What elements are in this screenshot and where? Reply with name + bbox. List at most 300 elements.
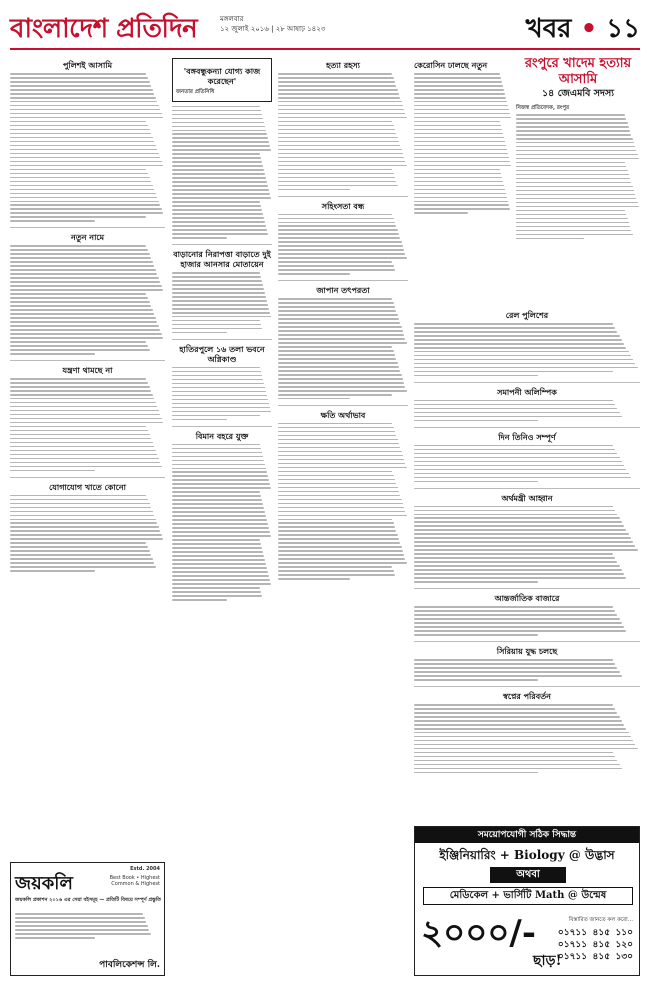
text-line (172, 535, 271, 537)
text-line (278, 435, 396, 437)
text-line (414, 622, 622, 624)
text-line (172, 201, 260, 203)
text-line (172, 391, 266, 393)
text-line (414, 477, 631, 479)
text-line (278, 455, 403, 457)
text-line (172, 448, 261, 450)
text-line (278, 302, 394, 304)
text-line (172, 452, 262, 454)
text-line (15, 937, 95, 939)
text-line (414, 764, 620, 766)
text-line (278, 310, 396, 312)
text-line (278, 85, 396, 87)
text-line (278, 499, 402, 501)
text-line (172, 304, 268, 306)
text-line (414, 569, 622, 571)
text-line (10, 257, 151, 259)
section-dot-icon: • (580, 14, 598, 44)
text-line (278, 427, 394, 429)
text-line (10, 161, 162, 163)
divider (278, 196, 408, 197)
headline-col1-4[interactable]: যোগাযোগ খাতে কোনো (49, 481, 126, 492)
text-line (10, 220, 95, 222)
headline-col2-3[interactable]: হাতিরপুলে ১৬ তলা ভবনে অগ্নিকাণ্ড (179, 343, 265, 364)
headline-col3-1[interactable]: হত্যা রহস্য (326, 60, 360, 70)
text-line (172, 515, 266, 517)
ad-phone-3[interactable]: ০১৭১১ ৪১৫ ১৩০ (557, 952, 633, 962)
text-line (172, 126, 265, 128)
text-line (278, 314, 398, 316)
text-line (516, 158, 639, 160)
text-line (172, 110, 261, 112)
text-line (10, 526, 159, 528)
text-line (172, 320, 260, 322)
text-line (516, 130, 630, 132)
ad-joykoli[interactable] (10, 862, 165, 976)
text-line (414, 93, 505, 95)
text-line (516, 226, 630, 228)
text-line (172, 324, 261, 326)
text-line (278, 153, 403, 155)
text-line (278, 185, 398, 187)
text-line (172, 118, 263, 120)
text-line (172, 375, 262, 377)
text-line (172, 411, 271, 413)
text-line (278, 322, 400, 324)
article-body-col4-small (414, 73, 512, 216)
text-line (172, 280, 262, 282)
text-line (172, 122, 264, 124)
text-line (10, 566, 156, 568)
text-line (10, 386, 150, 388)
text-line (414, 529, 626, 531)
text-line (414, 671, 620, 673)
text-line (172, 300, 267, 302)
text-line (10, 208, 162, 210)
text-line (516, 202, 638, 204)
text-line (414, 565, 620, 567)
text-line (172, 456, 263, 458)
text-line (278, 542, 400, 544)
text-line (516, 206, 639, 208)
text-line (278, 145, 400, 147)
newspaper-logo[interactable]: বাংলাদেশ প্রতিদিন (10, 14, 198, 44)
text-line (414, 339, 622, 341)
text-line (414, 343, 624, 345)
text-line (278, 451, 402, 453)
text-line (414, 177, 502, 179)
text-line (10, 269, 156, 271)
text-line (278, 467, 407, 469)
text-line (278, 265, 394, 267)
text-line (10, 321, 157, 323)
text-line (414, 81, 502, 83)
text-line (414, 732, 629, 734)
text-line (172, 551, 263, 553)
text-line (278, 354, 395, 356)
text-line (414, 521, 622, 523)
headline-col2-4[interactable]: বিমান বহরে যুক্ত (195, 430, 249, 441)
text-line (414, 149, 507, 151)
text-line (172, 407, 270, 409)
text-line (414, 581, 538, 583)
text-line (414, 416, 622, 418)
headline-col3-2[interactable]: সহিংসতা বন্ধ (321, 200, 365, 211)
text-line (172, 225, 266, 227)
text-line (414, 679, 538, 681)
text-line (10, 85, 151, 87)
text-line (278, 526, 395, 528)
text-line (414, 634, 538, 636)
text-line (10, 450, 156, 452)
text-line (172, 106, 260, 108)
headline-col4-2[interactable]: রেল পুলিশের (505, 310, 549, 320)
text-line (278, 269, 395, 271)
text-line (278, 362, 398, 364)
headline-col1-2[interactable]: নতুন নামে (70, 232, 105, 243)
text-line (10, 329, 160, 331)
text-line (278, 443, 399, 445)
text-line (414, 667, 617, 669)
page-number: ১১ (606, 14, 640, 44)
text-line (516, 146, 635, 148)
text-line (516, 234, 633, 236)
article-body-col1-1 (10, 73, 165, 224)
article-body-col2-2 (172, 272, 272, 336)
article-body-col3-1 (278, 73, 408, 193)
text-line (414, 420, 538, 422)
headline-col2-1[interactable]: 'বঙ্গবন্ধুকন্যা যোগ্য কাজ করেছেন' (183, 66, 261, 86)
text-line (278, 382, 404, 384)
text-line (414, 577, 626, 579)
byline-col2-1: জনতার প্রতিনিধি (176, 89, 215, 95)
text-line (414, 169, 500, 171)
text-line (278, 546, 402, 548)
text-line (278, 257, 407, 259)
divider (278, 280, 408, 281)
article-body-col4-4 (414, 445, 640, 485)
text-line (278, 93, 399, 95)
text-line (414, 772, 538, 774)
text-line (10, 530, 160, 532)
text-line (414, 457, 620, 459)
ad-offer-1: ইঞ্জিনিয়ারিং + Biology @ উদ্ভাস (439, 848, 615, 862)
ad-offer-2: মেডিকেল + ভার্সিটি Math @ উন্মেষ (423, 887, 633, 905)
text-line (10, 189, 154, 191)
text-line (172, 471, 267, 473)
text-line (278, 342, 407, 344)
text-line (10, 153, 159, 155)
text-line (414, 412, 620, 414)
text-line (278, 346, 392, 348)
text-line (172, 483, 270, 485)
text-line (414, 510, 615, 512)
text-line (278, 109, 404, 111)
text-line (278, 157, 404, 159)
text-line (516, 182, 631, 184)
text-line (10, 522, 157, 524)
text-line (10, 297, 148, 299)
text-line (10, 141, 154, 143)
text-line (172, 189, 269, 191)
text-line (172, 332, 227, 334)
text-line (10, 430, 148, 432)
text-line (10, 538, 163, 540)
text-line (10, 534, 162, 536)
text-line (278, 390, 407, 392)
text-line (10, 137, 153, 139)
headline-col2-2[interactable]: বাড়ানোর নিরাপত্তা বাড়াতে দুই হাজার আনসার মোতায়েন (173, 249, 271, 270)
text-line (278, 225, 396, 227)
text-line (172, 531, 270, 533)
text-line (10, 507, 151, 509)
text-line (278, 463, 405, 465)
text-line (278, 439, 398, 441)
text-line (10, 394, 153, 396)
text-line (278, 562, 407, 564)
text-line (10, 337, 163, 339)
text-line (172, 149, 271, 151)
text-line (516, 190, 634, 192)
text-line (172, 367, 260, 369)
text-line (278, 214, 392, 216)
text-line (172, 296, 266, 298)
text-line (10, 349, 150, 351)
text-line (172, 539, 260, 541)
text-line (278, 149, 402, 151)
text-line (414, 201, 508, 203)
text-line (516, 134, 631, 136)
text-line (10, 550, 150, 552)
text-line (172, 460, 264, 462)
text-line (414, 117, 511, 119)
text-line (278, 574, 395, 576)
text-line (414, 541, 633, 543)
text-line (172, 221, 265, 223)
text-line (10, 454, 157, 456)
text-line (414, 720, 622, 722)
text-line (10, 470, 95, 472)
text-line (10, 515, 154, 517)
text-line (278, 386, 405, 388)
article-body-col3-2 (278, 214, 408, 278)
headline-col1-1[interactable]: পুলিশই আসামি (62, 60, 113, 70)
text-line (516, 198, 636, 200)
text-line (278, 121, 392, 123)
column-3 (278, 56, 408, 836)
text-line (10, 204, 160, 206)
text-line (10, 410, 159, 412)
text-line (10, 117, 163, 119)
text-line (172, 403, 269, 405)
text-line (10, 378, 146, 380)
text-line (10, 309, 153, 311)
text-line (172, 503, 263, 505)
text-line (516, 154, 638, 156)
text-line (172, 217, 264, 219)
text-line (414, 630, 626, 632)
text-line (10, 382, 148, 384)
text-line (278, 483, 396, 485)
text-line (10, 341, 146, 343)
headline-col1-3[interactable]: যন্ত্রণা থামছে না (62, 364, 113, 375)
text-line (172, 233, 268, 235)
divider (172, 339, 272, 340)
text-line (278, 273, 350, 275)
ad-phone-2[interactable]: ০১৭১১ ৪১৫ ১২০ (557, 940, 633, 950)
headline-col4-small[interactable]: কেরোসিন ঢালছে নতুন (414, 60, 488, 70)
text-line (278, 253, 405, 255)
text-line (516, 218, 628, 220)
headline-col4-8[interactable]: স্বপ্নের পরিবর্তন (503, 691, 551, 701)
divider (172, 426, 272, 427)
text-line (10, 305, 151, 307)
text-line (172, 415, 260, 417)
text-line (516, 238, 584, 240)
text-line (278, 558, 405, 560)
text-line (278, 487, 398, 489)
text-line (414, 335, 620, 337)
text-line (278, 475, 394, 477)
text-line (278, 77, 394, 79)
ad-subtext: জয়কলি প্রকাশন ২০১৬ এর সেরা বইসমূহ — প্রতিটি বিষয়ে সম্পূর্ণ প্রস্তুতি (15, 897, 161, 903)
text-line (278, 165, 407, 167)
text-line (15, 933, 151, 935)
text-line (414, 197, 507, 199)
text-line (172, 145, 270, 147)
text-line (10, 77, 148, 79)
text-line (278, 479, 395, 481)
text-line (414, 359, 633, 361)
text-line (278, 169, 392, 171)
byline-main: নিজস্ব প্রতিবেদক, রংপুর (516, 105, 570, 111)
headline-col4-6[interactable]: আন্তর্জাতিক বাজারে (494, 593, 560, 604)
text-line (172, 316, 271, 318)
text-line (516, 210, 625, 212)
text-line (278, 370, 400, 372)
headline-col3-3[interactable]: জাপান তৎপরতা (316, 285, 370, 296)
text-line (278, 350, 394, 352)
ad-coaching[interactable] (414, 826, 640, 976)
text-line (172, 169, 264, 171)
text-line (10, 89, 153, 91)
text-line (516, 126, 629, 128)
text-line (10, 289, 163, 291)
text-line (278, 81, 395, 83)
text-line (172, 399, 268, 401)
ad-body (15, 913, 161, 961)
text-line (10, 499, 148, 501)
text-line (278, 141, 399, 143)
text-line (10, 301, 150, 303)
ad-phone-1[interactable]: ০১৭১১ ৪১৫ ১১০ (557, 928, 633, 938)
article-body-col4-2 (414, 323, 640, 379)
text-line (414, 109, 509, 111)
text-line (172, 499, 262, 501)
text-line (10, 562, 154, 564)
text-line (516, 162, 625, 164)
article-body-col4-8 (414, 704, 640, 776)
text-line (172, 595, 262, 597)
text-line (414, 327, 615, 329)
text-line (414, 740, 633, 742)
text-line (172, 284, 263, 286)
text-line (414, 185, 504, 187)
text-line (172, 419, 227, 421)
pullquote-box (172, 58, 272, 102)
text-line (414, 371, 613, 373)
text-line (278, 125, 394, 127)
text-line (414, 208, 510, 210)
headline-main[interactable]: রংপুরে খাদেম হত্যায় আসামি (524, 56, 632, 87)
text-line (414, 744, 635, 746)
text-line (10, 185, 153, 187)
divider (10, 360, 165, 361)
text-line (414, 461, 622, 463)
text-line (414, 101, 507, 103)
text-line (278, 503, 403, 505)
text-line (10, 546, 148, 548)
text-line (278, 222, 395, 224)
article-body-col2-1 (172, 106, 272, 241)
text-line (414, 145, 506, 147)
headline-col3-4[interactable]: ক্ষতি অর্থাভাব (320, 409, 366, 420)
text-line (172, 153, 260, 155)
text-line (278, 173, 394, 175)
text-line (278, 431, 395, 433)
text-line (278, 177, 395, 179)
col4-lower (414, 306, 640, 776)
text-line (414, 675, 622, 677)
text-line (10, 193, 156, 195)
headline-col4-3[interactable]: সমাপনী অলিম্পিক (497, 386, 557, 397)
article-body-col1-4 (10, 495, 165, 575)
text-line (414, 756, 615, 758)
text-line (414, 133, 503, 135)
text-line (414, 445, 613, 447)
text-line (516, 142, 634, 144)
text-line (414, 537, 631, 539)
headline-col4-7[interactable]: সিরিয়ায় যুদ্ধ চলছে (496, 646, 558, 657)
text-line (414, 153, 508, 155)
ad-discount: ছাড়! (533, 953, 562, 969)
text-line (10, 398, 154, 400)
headline-col4-4[interactable]: দিন তিনিও সম্পূর্ণ (498, 431, 556, 442)
text-line (278, 249, 404, 251)
text-line (516, 174, 629, 176)
text-line (414, 157, 509, 159)
text-line (10, 446, 154, 448)
text-line (172, 587, 260, 589)
text-line (172, 209, 262, 211)
text-line (278, 538, 399, 540)
text-line (10, 466, 162, 468)
text-line (10, 125, 148, 127)
headline-col4-5[interactable]: অর্থমন্ত্রী আহ্বান (501, 492, 553, 503)
text-line (172, 444, 260, 446)
text-line (172, 181, 267, 183)
text-line (278, 366, 399, 368)
text-line (414, 469, 626, 471)
text-line (10, 249, 148, 251)
text-line (516, 222, 629, 224)
ad-or: অথবা (490, 867, 566, 883)
text-line (10, 145, 156, 147)
text-line (10, 133, 151, 135)
text-line (172, 519, 267, 521)
text-line (414, 355, 631, 357)
text-line (414, 768, 622, 770)
